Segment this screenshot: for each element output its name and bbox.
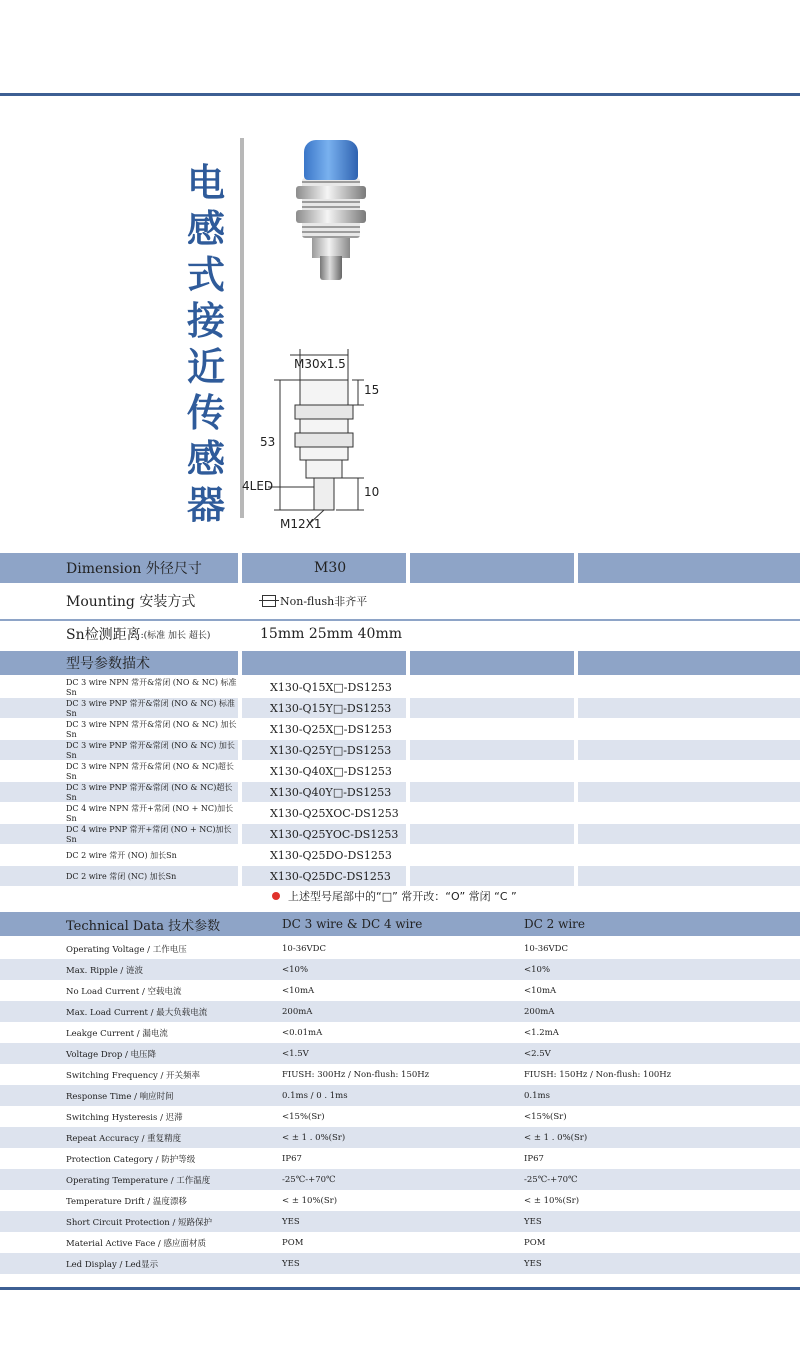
tech-value-dc2: -25℃-+70℃ xyxy=(524,1174,578,1185)
tech-label: Max. Load Current / 最大负载电流 xyxy=(66,1007,208,1018)
model-code: X130-Q25X□-DS1253 xyxy=(270,722,392,736)
tech-row xyxy=(0,1169,800,1190)
tech-row xyxy=(0,1022,800,1043)
tech-label: Switching Hysteresis / 迟滞 xyxy=(66,1112,183,1123)
title-char: 感 xyxy=(186,207,225,251)
model-code: X130-Q40X□-DS1253 xyxy=(270,764,392,778)
tech-value-dc2: 200mA xyxy=(524,1006,555,1017)
model-row xyxy=(0,698,800,718)
vertical-title xyxy=(180,160,232,528)
spec-empty-cell xyxy=(578,651,800,675)
tech-col-dc3-dc4: DC 3 wire & DC 4 wire xyxy=(282,917,423,931)
tech-label: Led Display / Led显示 xyxy=(66,1259,159,1270)
tech-label: Leakge Current / 漏电流 xyxy=(66,1028,168,1039)
model-desc: DC 4 wire PNP 常开+常闭 (NO + NC)加长Sn xyxy=(0,824,238,844)
tech-value-dc3: 10-36VDC xyxy=(282,943,326,954)
tech-value-dc3: <1.5V xyxy=(282,1048,309,1059)
tech-label: Material Active Face / 感应面材质 xyxy=(66,1238,207,1249)
spec-empty-cell xyxy=(410,698,574,718)
tech-row xyxy=(0,1085,800,1106)
sensor-connector xyxy=(320,256,342,280)
title-char: 感 xyxy=(186,437,225,481)
model-code: X130-Q25YOC-DS1253 xyxy=(242,824,406,844)
tech-value-dc2: IP67 xyxy=(524,1153,544,1164)
tech-value-dc3: YES xyxy=(282,1258,300,1269)
tech-value-dc3: <10mA xyxy=(282,985,315,996)
model-row xyxy=(0,866,800,886)
mounting-value-cell xyxy=(242,587,406,615)
connector-dimension: M12X1 xyxy=(280,517,322,531)
spec-row-mounting xyxy=(0,587,800,615)
tech-value-dc3: <10% xyxy=(282,964,309,975)
sn-label: Sn检测距离 xyxy=(66,627,141,643)
model-desc: DC 3 wire NPN 常开&常闭 (NO & NC) 标准Sn xyxy=(66,678,237,697)
model-code: X130-Q25DC-DS1253 xyxy=(242,866,406,886)
tech-label: No Load Current / 空载电流 xyxy=(66,986,182,997)
model-desc: DC 4 wire NPN 常开+常闭 (NO + NC)加长Sn xyxy=(66,804,234,823)
dimension-label: Dimension 外径尺寸 xyxy=(0,553,238,583)
tech-value-dc2: <15%(Sr) xyxy=(524,1111,567,1122)
tech-row xyxy=(0,1127,800,1148)
sn-value: 15mm 25mm 40mm xyxy=(260,626,402,642)
model-desc: DC 3 wire PNP 常开&常闭 (NO & NC) 加长Sn xyxy=(0,740,238,760)
model-row xyxy=(0,803,800,823)
tech-row xyxy=(0,1148,800,1169)
tech-label: Temperature Drift / 温度漂移 xyxy=(66,1196,187,1207)
model-code: X130-Q15Y□-DS1253 xyxy=(242,698,406,718)
model-code: X130-Q25DO-DS1253 xyxy=(270,848,392,862)
tech-label: Voltage Drop / 电压降 xyxy=(66,1049,157,1060)
tech-value-dc3: YES xyxy=(282,1216,300,1227)
tech-value-dc3: < ± 1 . 0%(Sr) xyxy=(282,1132,346,1143)
tech-value-dc2: YES xyxy=(524,1258,542,1269)
tech-row xyxy=(0,1190,800,1211)
model-row xyxy=(0,719,800,739)
spec-empty-cell xyxy=(578,740,800,760)
tech-label: Switching Frequency / 开关频率 xyxy=(66,1070,201,1081)
tech-value-dc3: 200mA xyxy=(282,1006,313,1017)
tech-value-dc2: < ± 10%(Sr) xyxy=(524,1195,580,1206)
tech-row xyxy=(0,1253,800,1274)
spec-empty-cell xyxy=(410,651,574,675)
spec-empty-cell xyxy=(410,782,574,802)
tech-value-dc3: IP67 xyxy=(282,1153,302,1164)
red-dot-icon xyxy=(272,892,280,900)
mounting-value: Non-flush非齐平 xyxy=(280,595,368,608)
tech-row xyxy=(0,1064,800,1085)
tech-value-dc2: <10% xyxy=(524,964,551,975)
model-row xyxy=(0,845,800,865)
tech-header: Technical Data 技术参数 xyxy=(66,918,221,934)
tech-header-row xyxy=(0,912,800,936)
spec-empty-cell xyxy=(578,553,800,583)
tech-value-dc2: YES xyxy=(524,1216,542,1227)
tech-col-dc2: DC 2 wire xyxy=(524,917,586,931)
product-photo xyxy=(296,140,366,290)
tech-row xyxy=(0,959,800,980)
top-rule xyxy=(0,93,800,96)
tech-label: Operating Voltage / 工作电压 xyxy=(66,944,187,955)
tech-value-dc3: 0.1ms / 0 . 1ms xyxy=(282,1090,348,1101)
tech-value-dc2: <1.2mA xyxy=(524,1027,559,1038)
sensor-nut-top xyxy=(296,186,366,199)
spec-empty-cell xyxy=(242,651,406,675)
title-char: 电 xyxy=(186,161,225,205)
tech-value-dc2: < ± 1 . 0%(Sr) xyxy=(524,1132,588,1143)
model-row xyxy=(0,740,800,760)
led-label: 4LED xyxy=(242,479,274,493)
tech-row xyxy=(0,1043,800,1064)
thread-dimension: M30x1.5 xyxy=(294,357,346,371)
tech-label: Protection Category / 防护等级 xyxy=(66,1154,196,1165)
bottom-length-dimension: 10 xyxy=(364,485,380,499)
spec-empty-cell xyxy=(410,824,574,844)
model-desc: DC 3 wire PNP 常开&常闭 (NO & NC)超长Sn xyxy=(0,782,238,802)
tech-value-dc2: FIUSH: 150Hz / Non-flush: 100Hz xyxy=(524,1069,672,1080)
spec-empty-cell xyxy=(410,553,574,583)
model-row xyxy=(0,782,800,802)
tech-row xyxy=(0,1106,800,1127)
model-code: X130-Q15X□-DS1253 xyxy=(270,680,392,694)
sensor-stem xyxy=(312,238,350,258)
tech-row xyxy=(0,1001,800,1022)
model-row xyxy=(0,824,800,844)
spec-empty-cell xyxy=(578,698,800,718)
title-char: 式 xyxy=(186,253,225,297)
dimension-value: M30 xyxy=(242,553,406,583)
title-char: 器 xyxy=(186,483,225,527)
tech-row xyxy=(0,980,800,1001)
tech-row xyxy=(0,1211,800,1232)
dimension-drawing xyxy=(240,345,410,545)
model-row xyxy=(0,677,800,697)
model-desc: DC 2 wire 常闭 (NC) 加长Sn xyxy=(0,866,238,886)
title-char: 近 xyxy=(186,345,225,389)
tech-value-dc2: 0.1ms xyxy=(524,1090,550,1101)
sn-sublabel: :(标准 加长 超长) xyxy=(140,630,211,641)
model-header: 型号参数描术 xyxy=(0,651,238,675)
spec-row-sn xyxy=(0,619,800,647)
tech-value-dc2: <2.5V xyxy=(524,1048,551,1059)
tech-label: Repeat Accuracy / 重复精度 xyxy=(66,1133,182,1144)
spec-empty-cell xyxy=(410,866,574,886)
spec-empty-cell xyxy=(578,866,800,886)
tech-value-dc3: <15%(Sr) xyxy=(282,1111,325,1122)
tech-row xyxy=(0,938,800,959)
tech-value-dc2: POM xyxy=(524,1237,546,1248)
sensor-nut-bottom xyxy=(296,210,366,223)
model-code: X130-Q25XOC-DS1253 xyxy=(270,806,399,820)
model-code: X130-Q25Y□-DS1253 xyxy=(242,740,406,760)
non-flush-icon xyxy=(262,595,276,607)
tech-value-dc3: FIUSH: 300Hz / Non-flush: 150Hz xyxy=(282,1069,430,1080)
tech-value-dc3: <0.01mA xyxy=(282,1027,323,1038)
title-char: 传 xyxy=(186,391,225,435)
model-desc: DC 3 wire PNP 常开&常闭 (NO & NC) 标准Sn xyxy=(0,698,238,718)
mounting-label: Mounting 安装方式 xyxy=(66,594,196,610)
spec-empty-cell xyxy=(410,740,574,760)
tech-label: Short Circuit Protection / 短路保护 xyxy=(66,1217,213,1228)
model-desc: DC 3 wire NPN 常开&常闭 (NO & NC)超长Sn xyxy=(66,762,234,781)
suffix-note-text: 上述型号尾部中的“□” 常开改：“O” 常闭 “C ” xyxy=(288,890,517,903)
tech-label: Response Time / 响应时间 xyxy=(66,1091,174,1102)
total-length-dimension: 53 xyxy=(260,435,276,449)
sensor-cap xyxy=(304,140,358,180)
tech-value-dc2: 10-36VDC xyxy=(524,943,568,954)
title-char: 接 xyxy=(186,299,225,343)
model-desc: DC 2 wire 常开 (NO) 加长Sn xyxy=(66,850,177,860)
tech-value-dc2: <10mA xyxy=(524,985,557,996)
bottom-rule xyxy=(0,1287,800,1290)
tech-value-dc3: POM xyxy=(282,1237,304,1248)
tech-value-dc3: < ± 10%(Sr) xyxy=(282,1195,338,1206)
tech-label: Operating Temperature / 工作温度 xyxy=(66,1175,211,1186)
tech-row xyxy=(0,1232,800,1253)
top-length-dimension: 15 xyxy=(364,383,380,397)
model-desc: DC 3 wire NPN 常开&常闭 (NO & NC) 加长Sn xyxy=(66,720,237,739)
spec-row-dimension xyxy=(0,553,800,583)
model-code: X130-Q40Y□-DS1253 xyxy=(242,782,406,802)
tech-value-dc3: -25℃-+70℃ xyxy=(282,1174,336,1185)
spec-empty-cell xyxy=(578,824,800,844)
suffix-note xyxy=(272,888,517,904)
sn-label-cell xyxy=(0,621,238,647)
model-header-row xyxy=(0,651,800,675)
tech-label: Max. Ripple / 涟波 xyxy=(66,965,143,976)
model-row xyxy=(0,761,800,781)
spec-empty-cell xyxy=(578,782,800,802)
